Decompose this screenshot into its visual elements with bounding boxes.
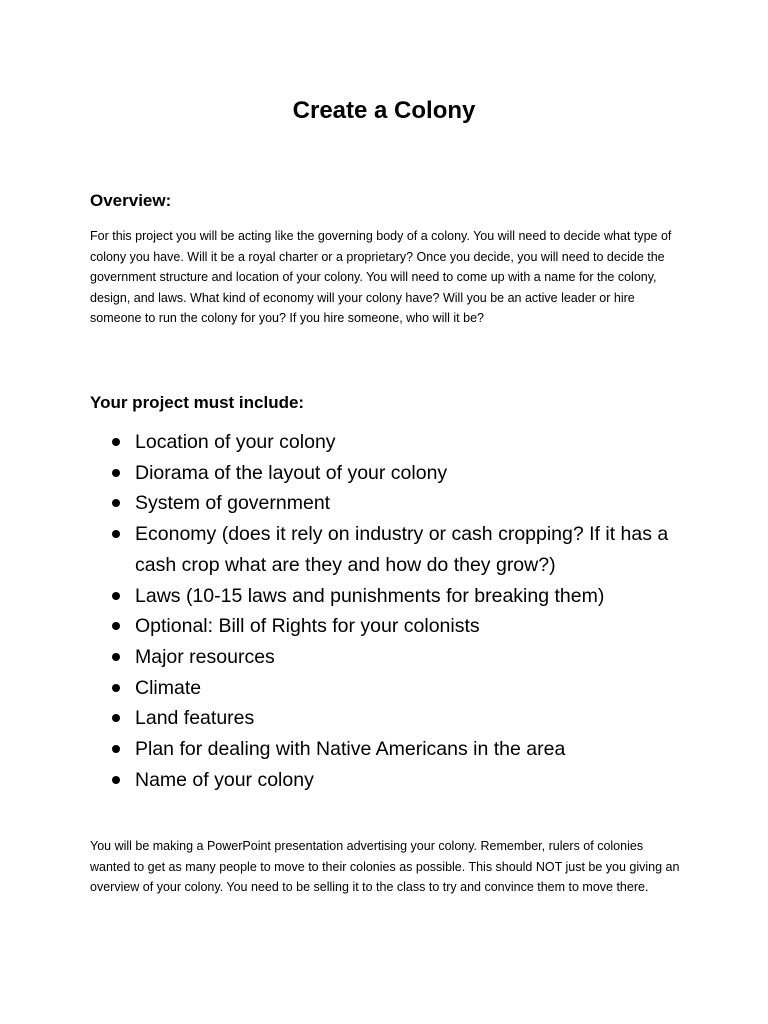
bullet-icon xyxy=(112,592,120,600)
bullet-icon xyxy=(112,653,120,661)
list-item-text: System of government xyxy=(135,492,331,515)
bullet-icon xyxy=(112,530,120,538)
bullet-icon xyxy=(112,776,120,784)
bullet-icon xyxy=(112,438,120,446)
list-item xyxy=(90,611,690,642)
list-item xyxy=(90,581,690,612)
list-item xyxy=(90,673,690,704)
list-item xyxy=(90,488,690,519)
list-item xyxy=(90,458,690,489)
list-item-text: Diorama of the layout of your colony xyxy=(135,461,448,484)
list-item-text: Economy (does it rely on industry or cash cropping? If it has a cash crop what are they and how do they grow?) xyxy=(135,523,669,576)
bullet-icon xyxy=(112,714,120,722)
list-item xyxy=(90,519,690,580)
closing-paragraph: You will be making a PowerPoint presentation advertising your colony. Remember, rulers of colonies wanted to get as many people to move to their colonies as possible. This should NOT just be you giving an overview of your colony. You need to be selling it to the class to try and convince them to move there. xyxy=(90,839,680,894)
list-item-text: Location of your colony xyxy=(135,431,336,453)
list-item xyxy=(90,734,690,765)
list-item xyxy=(90,642,690,673)
list-item-text: Climate xyxy=(135,676,202,699)
list-item xyxy=(90,427,690,458)
list-item-text: Major resources xyxy=(135,645,275,668)
bullet-icon xyxy=(112,469,120,477)
list-item xyxy=(90,703,690,734)
overview-paragraph: For this project you will be acting like the governing body of a colony. You will need to decide what type of colony you have. Will it be a royal charter or a proprietary? Once you decide, you will need to decide the government structure and location of your colony. You will need to come up with a name for the colony, design, and laws. What kind of economy will your colony have? Will you be an active leader or hire someone to run the colony for you? If you hire someone, who will it be? xyxy=(90,229,672,325)
requirements-heading: Your project must include: xyxy=(90,393,305,412)
list-item-text: Optional: Bill of Rights for your colonists xyxy=(135,615,480,638)
bullet-icon xyxy=(112,684,120,692)
list-item-text: Name of your colony xyxy=(135,768,314,791)
list-item-text: Plan for dealing with Native Americans in the area xyxy=(135,738,566,761)
list-item-text: Laws (10-15 laws and punishments for breaking them) xyxy=(135,584,605,607)
page-title: Create a Colony xyxy=(292,97,476,124)
requirements-list xyxy=(90,427,690,795)
list-item-text: Land features xyxy=(135,707,255,730)
overview-heading: Overview: xyxy=(90,191,172,210)
list-item xyxy=(90,765,690,796)
bullet-icon xyxy=(112,622,120,630)
bullet-icon xyxy=(112,499,120,507)
bullet-icon xyxy=(112,745,120,753)
